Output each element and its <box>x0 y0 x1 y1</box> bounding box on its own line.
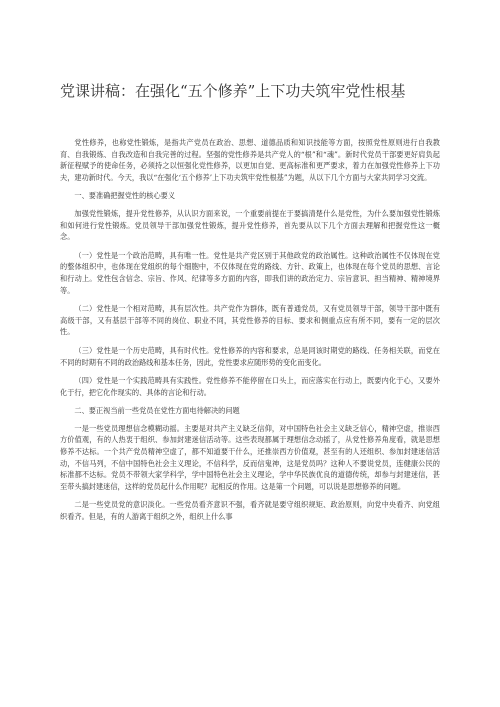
document-title: 党课讲稿：在强化“五个修养”上下功夫筑牢党性根基 <box>60 82 406 100</box>
document-body <box>60 137 440 530</box>
paragraph: 一是一些党员理想信念模糊动摇。主要是对共产主义缺乏信仰，对中国特色社会主义缺乏信心，精神空虚，推崇西方价值观，有的人热衷于组织、参加封建迷信活动等。这些表现都属于理想信念动摇了，从党性修养角度看，就是思想修养不达标。一个共产党员精神空虚了，都不知道要干什么，还推崇西方价值观，甚至有的人还组织、参加封建迷信活动，不信马列，不信中国特色社会主义理论，不信科学，反而信鬼神，这是党员吗？这种人不要说党员，连健康公民的标准都不达标。党员不带领大家学科学，学中国特色社会主义理论，学中华民族优良的道德传统，却参与封建迷信，甚至带头搞封建迷信，这样的党员起什么作用呢？起相反的作用。这是第一个问题，可以说是思想修养的问题。 <box>60 423 440 491</box>
paragraph: 加强党性锻炼，提升党性修养，从认识方面来说，一个重要前提在于要搞清楚什么是党性，为什么要加强党性锻炼和如何进行党性锻炼。党员领导干部加强党性锻炼，提升党性修养，首先要从以下几个方面去理解和把握党性这一概念。 <box>60 208 440 242</box>
paragraph: （二）党性是一个相对范畴，具有层次性。共产党作为群体，既有普通党员，又有党员领导干部，领导干部中既有高级干部，又有基层干部等不同的岗位、职业不同，其党性修养的目标、要求和侧重点应有所不同，要有一定的层次性。 <box>60 304 440 337</box>
section-heading-1: 一、要准确把握党性的核心要义 <box>74 191 176 201</box>
paragraph: 二是一些党员党的意识淡化。一些党员看齐意识不强，看齐就是要守组织规矩、政治原则，向党中央看齐、向党组织看齐。但是，有的人游离于组织之外，组织上什么事 <box>60 500 440 522</box>
paragraph: （三）党性是一个历史范畴，具有时代性。党性修养的内容和要求，总是同该时期党的路线、任务相关联，而党在不同的时期有不同的政治路线和基本任务，因此，党性要求应随形势的变化而变化。 <box>60 345 440 367</box>
section-heading-2: 二、要正视当前一些党员在党性方面电待解决的问题 <box>74 406 240 416</box>
paragraph: （一）党性是一个政治范畴，具有唯一性。党性是共产党区别于其他政党的政治属性。这种政治属性不仅体现在党的整体组织中，也体现在党组织的每个细胞中，不仅体现在党的路线、方针、政策上，也体现在每个党员的思想、言论和行动上。党性包含信念、宗旨、作风、纪律等多方面的内容，即我们讲的政治定力、宗旨意识、担当精神、精神境界等。 <box>60 250 440 295</box>
paragraph-intro: 党性修养，也称党性锻炼，是指共产党员在政治、思想、道德品质和知识技能等方面，按照党性原则进行自我教育、自我锻炼、自我改造和自我完善的过程。坚强的党性修养是共产党人的“根”和“魂”。新时代党员干部要更好肩负起新征程赋予的使命任务，必须持之以恒强化党性修养，以更加自觉、更高标准和更严要求，着力在加强党性修养上下功夫，建功新时代。今天，我以“在强化‘五个修养’上下功夫筑牢党性根基”为题，从以下几个方面与大家共同学习交流。 <box>60 138 440 182</box>
paragraph: （四）党性是一个实践范畴具有实践性。党性修养不能停留在口头上，而应落实在行动上，既要内化于心，又要外化于行，把它化作现实的、具体的言论和行动。 <box>60 376 440 397</box>
